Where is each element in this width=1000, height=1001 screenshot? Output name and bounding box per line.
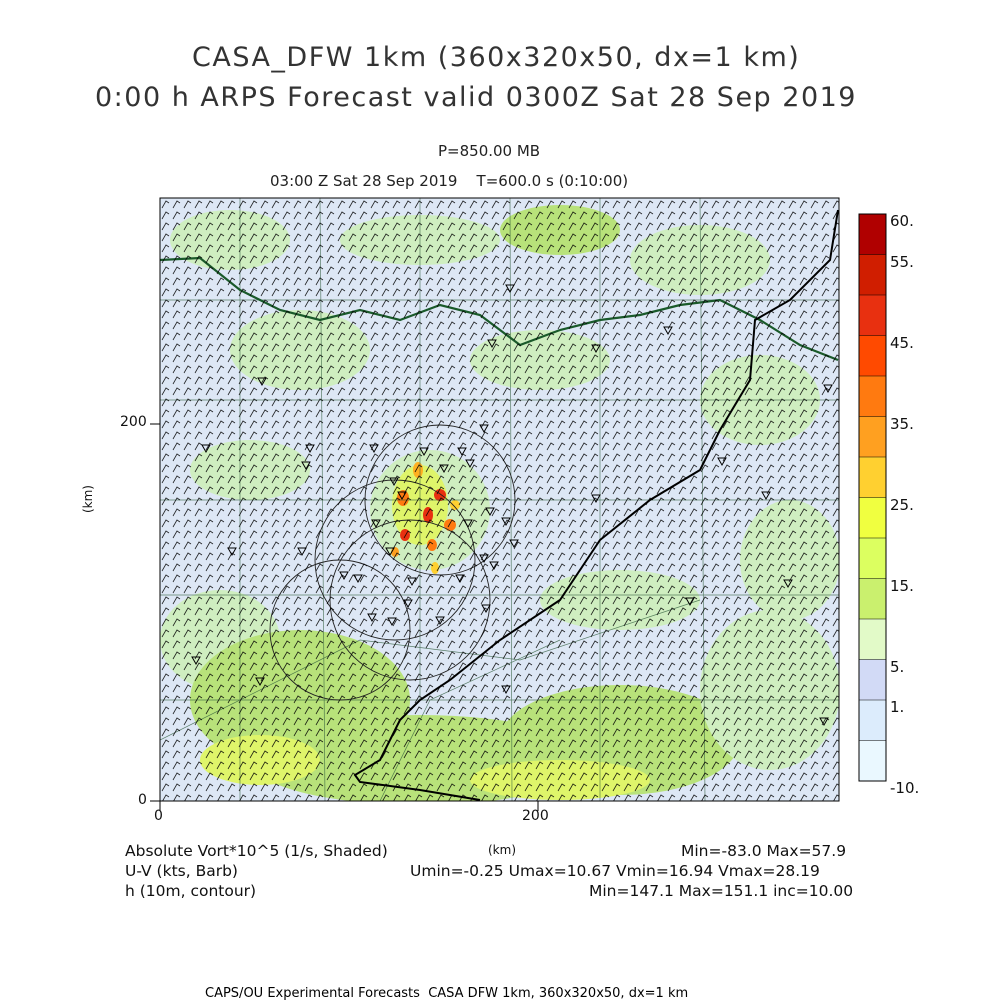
colorbar-label: 35. (890, 414, 914, 433)
field2-name: U-V (kts, Barb) (125, 862, 238, 880)
y-axis-label: (km) (81, 484, 96, 514)
valid-time: 03:00 Z Sat 28 Sep 2019 T=600.0 s (0:10:00) (270, 172, 629, 190)
x-tick-200: 200 (522, 808, 549, 824)
field2-stats: Umin=-0.25 Umax=10.67 Vmin=16.94 Vmax=28.19 (410, 862, 820, 880)
colorbar-label: 45. (890, 333, 914, 352)
field1-name: Absolute Vort*10^5 (1/s, Shaded) (125, 842, 388, 860)
colorbar-label: 1. (890, 698, 905, 716)
colorbar-label: 25. (890, 495, 914, 514)
credit-line: CAPS/OU Experimental Forecasts CASA DFW 1km, 360x320x50, dx=1 km (205, 986, 689, 1001)
x-axis-label: (km) (488, 843, 517, 857)
field3-stats: Min=147.1 Max=151.1 inc=10.00 (589, 882, 854, 900)
colorbar-label: 5. (890, 657, 905, 676)
colorbar-label: 60. (890, 212, 914, 230)
wind-barbs (160, 198, 839, 801)
title-line-1: CASA_DFW 1km (360x320x50, dx=1 km) (192, 42, 801, 73)
colorbar-label: 55. (890, 252, 914, 271)
y-tick-0: 0 (138, 792, 147, 808)
title-line-2: 0:00 h ARPS Forecast valid 0300Z Sat 28 Sep 2019 (95, 82, 857, 113)
colorbar-label: -10. (890, 779, 920, 797)
x-tick-0: 0 (154, 808, 163, 824)
y-tick-200: 200 (120, 414, 147, 430)
field1-stats: Min=-83.0 Max=57.9 (681, 842, 847, 860)
field3-name: h (10m, contour) (125, 882, 257, 900)
pressure-level: P=850.00 MB (438, 142, 541, 160)
colorbar-label: 15. (890, 576, 914, 595)
